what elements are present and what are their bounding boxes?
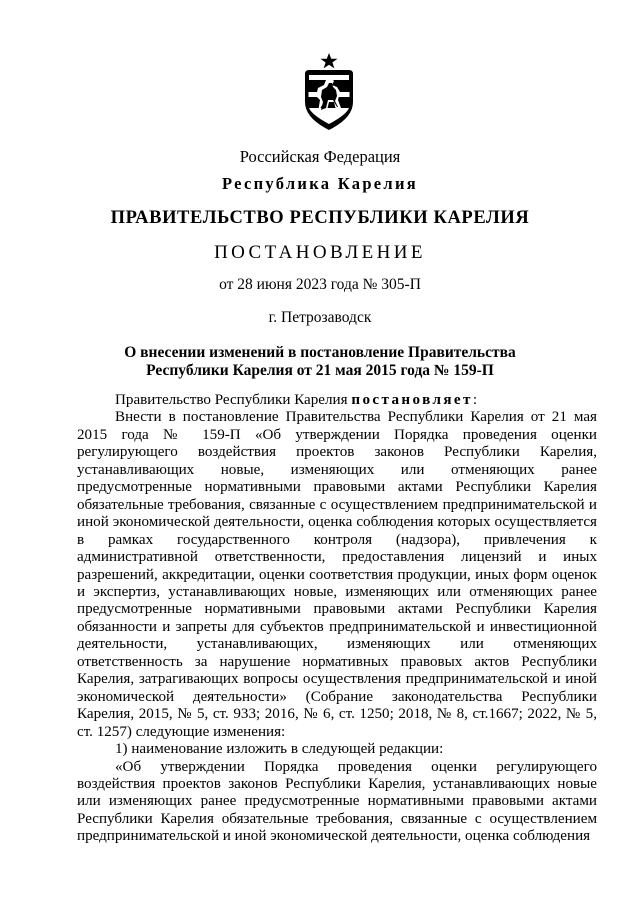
list-item-1: 1) наименование изложить в следующей редакции: (115, 741, 444, 758)
document-date-number: от 28 июня 2023 года № 305-П (219, 276, 421, 293)
document-type: ПОСТАНОВЛЕНИЕ (214, 242, 426, 263)
main-paragraph: Внести в постановление Правительства Республики Карелия от 21 мая 2015 года № 159-П «Об утверждении Порядка проведения оценки регулирующего воздействия проектов законов Республики Карелия, устанавливающих новые, изменяющих или отменяющих ранее предусмотренные нормативными правовыми актами Республики Карелия обязательные требования, связанные с осуществлением предпринимательской и иной экономической деятельности, оценка соблюдения которых осуществляется в рамках государственного контроля (надзора), привлечения к административной ответственности, предоставления лицензий и иных разрешений, аккредитации, оценки соответствия продукции, иных форм оценок и экспертиз, устанавливающих новые, изменяющих или отменяющих ранее предусмотренные нормативными правовыми актами Республики Карелия обязанности и запреты для субъектов предпринимательской и инвестиционной деятельности, устанавливающих, изменяющих или отменяющих ответственность за нарушение нормативных правовых актов Республики Карелия, затрагивающих вопросы осуществления предпринимательской и иной экономической деятельности» (Собрание законодательства Республики Карелия, 2015, № 5, ст. 933; 2016, № 6, ст. 1250; 2018, № 8, ст.1667; 2022, № 5, ст. 1257) следующие изменения: (77, 409, 597, 740)
country-name: Российская Федерация (239, 147, 401, 166)
subject-line-2: Республики Карелия от 21 мая 2015 года № 159-П (146, 362, 494, 379)
republic-name: Республика Карелия (221, 174, 419, 193)
karelia-coat-of-arms-icon (300, 52, 358, 132)
document-city: г. Петрозаводск (268, 309, 372, 326)
intro-verb: постановляет (351, 392, 473, 408)
intro-paragraph (77, 392, 597, 409)
government-title: ПРАВИТЕЛЬСТВО РЕСПУБЛИКИ КАРЕЛИЯ (110, 208, 530, 228)
intro-suffix: : (472, 392, 478, 408)
quoted-paragraph: «Об утверждении Порядка проведения оценки регулирующего воздействия проектов законов Республики Карелия, устанавливающих новые или изменяющих ранее предусмотренные нормативными правовыми актами Республики Карелия обязательные требования, связанные с осуществлением предпринимательской и иной экономической деятельности, оценка соблюдения (77, 758, 597, 845)
document-body (77, 392, 597, 846)
document-subject (0, 344, 640, 380)
intro-prefix: Правительство Республики Карелия (115, 392, 352, 408)
subject-line-1: О внесении изменений в постановление Правительства (124, 344, 516, 361)
